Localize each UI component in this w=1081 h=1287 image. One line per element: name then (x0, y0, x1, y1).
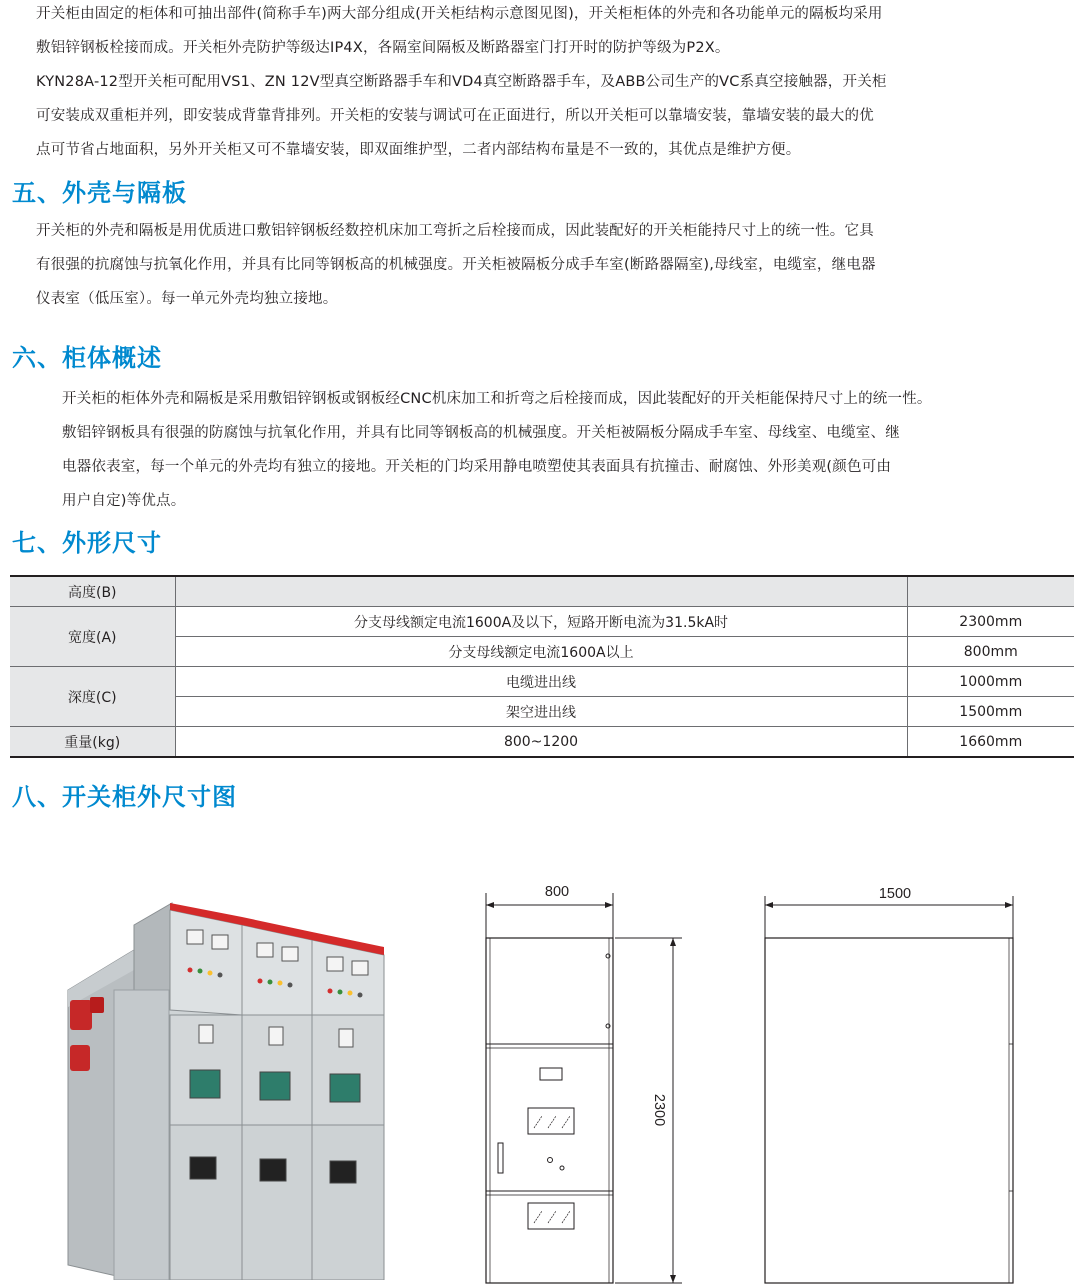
section6-title: 六、柜体概述 (12, 344, 162, 372)
section6-body (62, 382, 932, 518)
table-row (10, 727, 1074, 758)
width-row2-desc: 分支母线额定电流1600A以上 (175, 637, 907, 667)
section6-line-3: 电器依表室，每一个单元的外壳均有独立的接地。开关柜的门均采用静电喷塑使其表面具有抗撞击、耐腐蚀、外形美观(颜色可由 (62, 459, 892, 475)
section6-line-4: 用户自定)等优点。 (62, 493, 186, 509)
weight-desc: 800~1200 (175, 727, 907, 758)
table-row (10, 576, 1074, 607)
intro-p1-line-1: 开关柜由固定的柜体和可抽出部件(简称手车)两大部分组成(开关柜结构示意图见图)，开关柜柜体的外壳和各功能单元的隔板均采用 (36, 6, 883, 22)
depth-label: 深度(C) (10, 667, 175, 727)
width-row1-value: 2300mm (907, 607, 1074, 637)
section5-body (36, 214, 876, 316)
depth-row2-desc: 架空进出线 (175, 697, 907, 727)
section5-line-2: 有很强的抗腐蚀与抗氧化作用，并具有比同等钢板高的机械强度。开关柜被隔板分成手车室(断路器隔室),母线室，电缆室，继电器 (36, 257, 876, 273)
width-row1-desc: 分支母线额定电流1600A及以下，短路开断电流为31.5kA时 (175, 607, 907, 637)
switchgear-photo (62, 895, 397, 1280)
cabinet-middle-units (170, 1015, 384, 1125)
intro-p1-line-2: 敷铝锌钢板栓接而成。开关柜外壳防护等级达IP4X，各隔室间隔板及断路器室门打开时的防护等级为P2X。 (36, 40, 730, 56)
section5-line-1: 开关柜的外壳和隔板是用优质进口敷铝锌钢板经数控机床加工弯折之后栓接而成，因此装配好的开关柜能持尺寸上的统一性。它具 (36, 223, 874, 239)
dimensions-table (10, 575, 1074, 758)
cabinet-lower-units (170, 1125, 384, 1280)
weight-label: 重量(kg) (10, 727, 175, 758)
width-label: 宽度(A) (10, 607, 175, 667)
section8-title: 八、开关柜外尺寸图 (12, 783, 237, 811)
section6-line-1: 开关柜的柜体外壳和隔板是采用敷铝锌钢板或钢板经CNC机床加工和折弯之后栓接而成，因此装配好的开关柜能保持尺寸上的统一性。 (62, 391, 932, 407)
section5-title: 五、外壳与隔板 (12, 179, 187, 207)
section5-line-3: 仪表室（低压室）。每一单元外壳均独立接地。 (36, 291, 338, 307)
weight-value: 1660mm (907, 727, 1074, 758)
side-view-drawing (755, 878, 1025, 1287)
height-value (907, 576, 1074, 607)
intro-p2-line-1: KYN28A-12型开关柜可配用VS1、ZN 12V型真空断路器手车和VD4真空断路器手车，及ABB公司生产的VC系真空接触器，开关柜 (36, 74, 887, 90)
height-desc (175, 576, 907, 607)
table-row (10, 607, 1074, 637)
intro-paragraph-2 (36, 65, 887, 167)
depth-row1-value: 1000mm (907, 667, 1074, 697)
side-depth-label: 1500 (878, 886, 912, 902)
cabinet-upper-units (170, 903, 384, 1015)
depth-row2-value: 1500mm (907, 697, 1074, 727)
intro-paragraph-1 (36, 0, 883, 65)
table-row (10, 667, 1074, 697)
section6-line-2: 敷铝锌钢板具有很强的防腐蚀与抗氧化作用，并具有比同等钢板高的机械强度。开关柜被隔板分隔成手车室、母线室、电缆室、继 (62, 425, 900, 441)
section7-title: 七、外形尺寸 (12, 529, 162, 557)
height-dimension-label: 2300 (651, 1093, 667, 1127)
depth-row1-desc: 电缆进出线 (175, 667, 907, 697)
intro-p2-line-3: 点可节省占地面积，另外开关柜又可不靠墙安装，即双面维护型，二者内部结构布量是不一致的，其优点是维护方便。 (36, 142, 801, 158)
front-width-label: 800 (544, 884, 570, 900)
height-label: 高度(B) (10, 576, 175, 607)
front-view-drawing (470, 878, 685, 1287)
intro-p2-line-2: 可安装成双重柜并列，即安装成背靠背排列。开关柜的安装与调试可在正面进行，所以开关柜可以靠墙安装，靠墙安装的最大的优 (36, 108, 874, 124)
width-row2-value: 800mm (907, 637, 1074, 667)
